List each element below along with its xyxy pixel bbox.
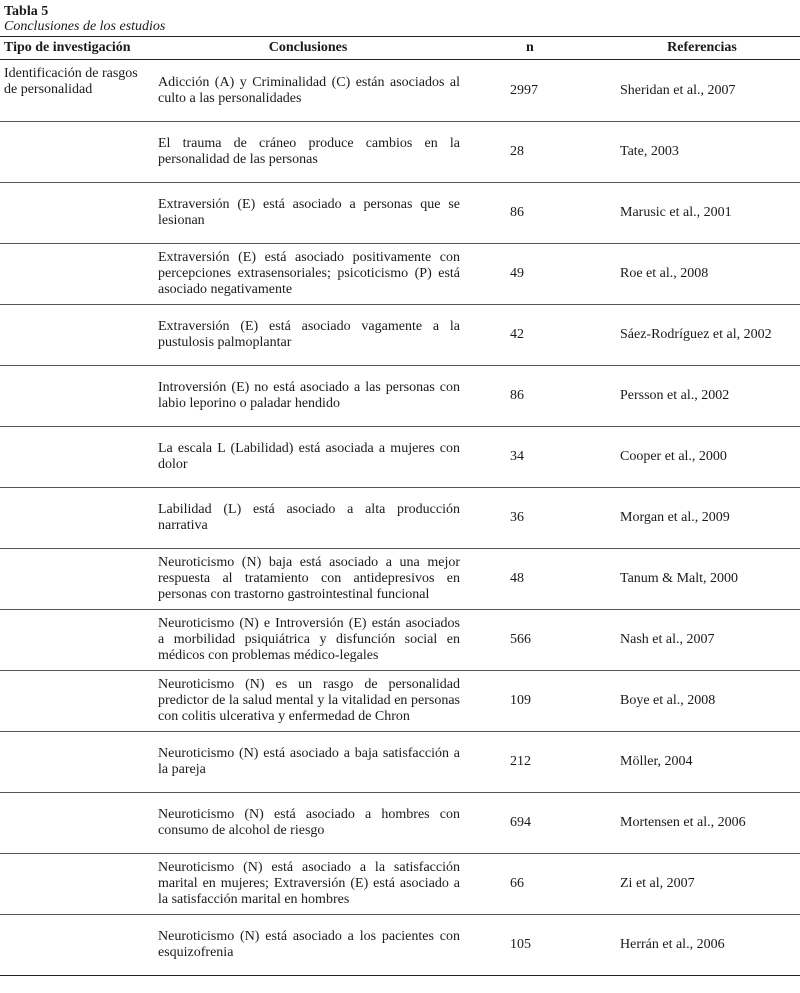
cell-type xyxy=(0,122,152,183)
cell-type xyxy=(0,366,152,427)
table-title: Conclusiones de los estudios xyxy=(4,19,166,34)
cell-type xyxy=(0,183,152,244)
cell-type xyxy=(0,793,152,854)
cell-n: 28 xyxy=(464,122,604,183)
cell-reference: Tate, 2003 xyxy=(604,122,800,183)
cell-conclusion: Introversión (E) no está asociado a las personas con labio leporino o paladar hendido xyxy=(152,366,464,427)
cell-reference: Herrán et al., 2006 xyxy=(604,915,800,976)
cell-conclusion: Neuroticismo (N) está asociado a la satisfacción marital en mujeres; Extraversión (E) está asociado a la satisfacción marital en hombres xyxy=(152,854,464,915)
cell-n: 42 xyxy=(464,305,604,366)
cell-n: 66 xyxy=(464,854,604,915)
column-header-type: Tipo de investigación xyxy=(0,37,152,60)
cell-n: 34 xyxy=(464,427,604,488)
cell-type xyxy=(0,549,152,610)
cell-type: Identificación de rasgos de personalidad xyxy=(0,60,152,122)
cell-n: 36 xyxy=(464,488,604,549)
cell-conclusion: Neuroticismo (N) está asociado a hombres con consumo de alcohol de riesgo xyxy=(152,793,464,854)
cell-n: 109 xyxy=(464,671,604,732)
cell-type xyxy=(0,915,152,976)
cell-reference: Nash et al., 2007 xyxy=(604,610,800,671)
column-header-conclusions: Conclusiones xyxy=(152,37,464,60)
cell-reference: Cooper et al., 2000 xyxy=(604,427,800,488)
cell-conclusion: Extraversión (E) está asociado vagamente a la pustulosis palmoplantar xyxy=(152,305,464,366)
table-row xyxy=(0,244,800,305)
cell-n: 212 xyxy=(464,732,604,793)
table-row xyxy=(0,854,800,915)
cell-n: 86 xyxy=(464,366,604,427)
cell-n: 694 xyxy=(464,793,604,854)
cell-conclusion: El trauma de cráneo produce cambios en la personalidad de las personas xyxy=(152,122,464,183)
cell-n: 2997 xyxy=(464,60,604,122)
cell-reference: Zi et al, 2007 xyxy=(604,854,800,915)
cell-reference: Tanum & Malt, 2000 xyxy=(604,549,800,610)
table-row xyxy=(0,732,800,793)
cell-conclusion: Extraversión (E) está asociado positivamente con percepciones extrasensoriales; psicoticismo (P) está asociado negativamente xyxy=(152,244,464,305)
column-header-n: n xyxy=(464,37,604,60)
cell-conclusion: La escala L (Labilidad) está asociada a mujeres con dolor xyxy=(152,427,464,488)
table-number: Tabla 5 xyxy=(4,4,49,19)
table-row xyxy=(0,610,800,671)
cell-type xyxy=(0,671,152,732)
cell-type xyxy=(0,854,152,915)
table-row xyxy=(0,366,800,427)
cell-type xyxy=(0,610,152,671)
cell-conclusion: Adicción (A) y Criminalidad (C) están asociados al culto a las personalidades xyxy=(152,60,464,122)
cell-type xyxy=(0,244,152,305)
cell-reference: Morgan et al., 2009 xyxy=(604,488,800,549)
cell-reference: Mortensen et al., 2006 xyxy=(604,793,800,854)
cell-reference: Marusic et al., 2001 xyxy=(604,183,800,244)
table-row xyxy=(0,183,800,244)
cell-n: 105 xyxy=(464,915,604,976)
cell-conclusion: Neuroticismo (N) es un rasgo de personalidad predictor de la salud mental y la vitalidad en personas con colitis ulcerativa y enfermedad de Chron xyxy=(152,671,464,732)
cell-type xyxy=(0,305,152,366)
table-row xyxy=(0,915,800,976)
table-row xyxy=(0,488,800,549)
cell-n: 49 xyxy=(464,244,604,305)
table-body xyxy=(0,60,800,976)
header-row xyxy=(0,37,800,60)
table-row xyxy=(0,671,800,732)
table-row xyxy=(0,793,800,854)
table-row xyxy=(0,549,800,610)
cell-reference: Möller, 2004 xyxy=(604,732,800,793)
cell-n: 48 xyxy=(464,549,604,610)
table-row xyxy=(0,427,800,488)
table-caption xyxy=(0,0,800,36)
cell-conclusion: Extraversión (E) está asociado a personas que se lesionan xyxy=(152,183,464,244)
cell-reference: Roe et al., 2008 xyxy=(604,244,800,305)
cell-reference: Sheridan et al., 2007 xyxy=(604,60,800,122)
conclusions-table xyxy=(0,36,800,976)
cell-conclusion: Labilidad (L) está asociado a alta producción narrativa xyxy=(152,488,464,549)
cell-type xyxy=(0,488,152,549)
table-row xyxy=(0,305,800,366)
table-row xyxy=(0,60,800,122)
column-header-references: Referencias xyxy=(604,37,800,60)
cell-conclusion: Neuroticismo (N) está asociado a los pacientes con esquizofrenia xyxy=(152,915,464,976)
cell-reference: Persson et al., 2002 xyxy=(604,366,800,427)
cell-reference: Boye et al., 2008 xyxy=(604,671,800,732)
cell-type xyxy=(0,427,152,488)
cell-type xyxy=(0,732,152,793)
cell-conclusion: Neuroticismo (N) está asociado a baja satisfacción a la pareja xyxy=(152,732,464,793)
table-row xyxy=(0,122,800,183)
cell-conclusion: Neuroticismo (N) e Introversión (E) están asociados a morbilidad psiquiátrica y disfunción social en médicos con problemas médico-legales xyxy=(152,610,464,671)
cell-reference: Sáez-Rodríguez et al, 2002 xyxy=(604,305,800,366)
cell-n: 86 xyxy=(464,183,604,244)
cell-n: 566 xyxy=(464,610,604,671)
cell-conclusion: Neuroticismo (N) baja está asociado a una mejor respuesta al tratamiento con antidepresivos en personas con trastorno gastrointestinal funcional xyxy=(152,549,464,610)
